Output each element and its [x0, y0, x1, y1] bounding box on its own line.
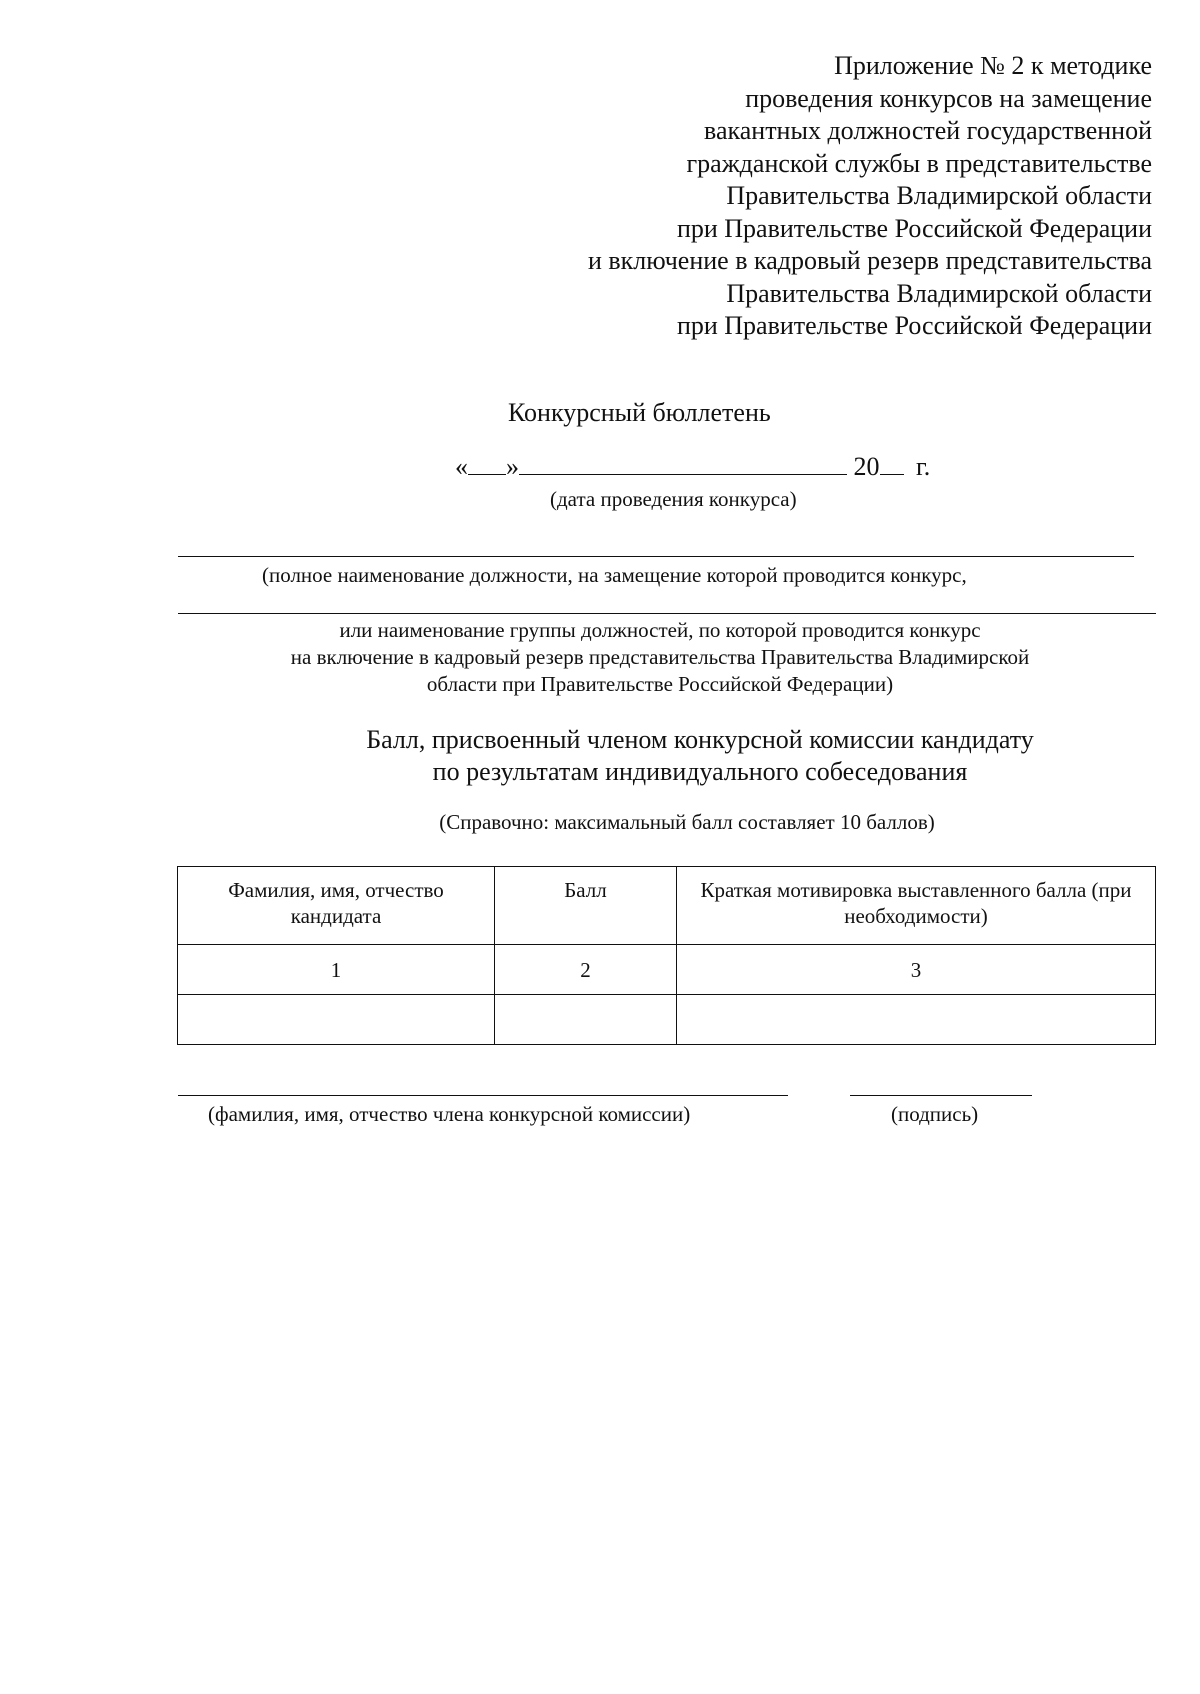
column-number: 1	[178, 945, 495, 995]
appendix-line: при Правительстве Российской Федерации	[676, 311, 1152, 340]
date-caption: (дата проведения конкурса)	[550, 487, 797, 511]
appendix-line: Правительства Владимирской области	[726, 181, 1152, 210]
header-score: Балл	[495, 867, 677, 945]
appendix-line: Приложение № 2 к методике	[834, 51, 1152, 80]
member-name-caption: (фамилия, имя, отчество члена конкурсной комиссии)	[208, 1102, 691, 1126]
signature-line[interactable]	[850, 1095, 1032, 1096]
close-quote: »	[506, 452, 519, 481]
reference-note: (Справочно: максимальный балл составляет 10 баллов)	[439, 810, 935, 834]
table-row	[178, 995, 1156, 1045]
day-blank[interactable]	[468, 452, 506, 475]
title-text: Конкурсный бюллетень	[508, 398, 771, 427]
appendix-line: вакантных должностей государственной	[704, 116, 1152, 145]
table-header-row	[178, 867, 1156, 945]
position-blank-line-1[interactable]	[178, 556, 1134, 557]
open-quote: «	[455, 452, 468, 481]
score-heading	[200, 724, 1200, 788]
document-title	[508, 398, 771, 428]
signature-caption: (подпись)	[891, 1102, 979, 1126]
appendix-note	[452, 50, 1152, 343]
member-name-line[interactable]	[178, 1095, 788, 1096]
year-suffix: г.	[916, 452, 931, 481]
heading-line: Балл, присвоенный членом конкурсной комиссии кандидату	[366, 725, 1034, 754]
appendix-line: проведения конкурсов на замещение	[745, 83, 1152, 113]
appendix-line: при Правительстве Российской Федерации	[676, 213, 1152, 243]
caption-line: на включение в кадровый резерв представительства Правительства Владимирской	[290, 645, 1030, 669]
appendix-line: гражданской службы в представительстве	[686, 148, 1152, 178]
header-candidate-name: Фамилия, имя, отчество кандидата	[178, 867, 495, 945]
header-motivation: Краткая мотивировка выставленного балла (при необходимости)	[677, 867, 1156, 945]
score-cell[interactable]	[495, 995, 677, 1045]
column-number: 2	[495, 945, 677, 995]
position-blank-line-2[interactable]	[178, 613, 1156, 614]
column-number-row	[178, 945, 1156, 995]
appendix-line: Правительства Владимирской области	[726, 278, 1152, 308]
column-number: 3	[677, 945, 1156, 995]
heading-line: по результатам индивидуального собеседования	[432, 757, 968, 786]
caption-line: или наименование группы должностей, по которой проводится конкурс	[339, 618, 981, 642]
position-caption-1: (полное наименование должности, на замещение которой проводится конкурс,	[262, 563, 967, 587]
motivation-cell[interactable]	[677, 995, 1156, 1045]
year-blank[interactable]	[880, 452, 904, 475]
position-caption-2	[160, 617, 1160, 698]
candidate-name-cell[interactable]	[178, 995, 495, 1045]
appendix-line: и включение в кадровый резерв представительства	[587, 246, 1152, 275]
score-table	[177, 866, 1156, 1045]
caption-line: области при Правительстве Российской Федерации)	[426, 672, 894, 696]
year-prefix: 20	[853, 452, 880, 481]
date-field	[455, 452, 930, 482]
month-blank[interactable]	[519, 452, 847, 475]
